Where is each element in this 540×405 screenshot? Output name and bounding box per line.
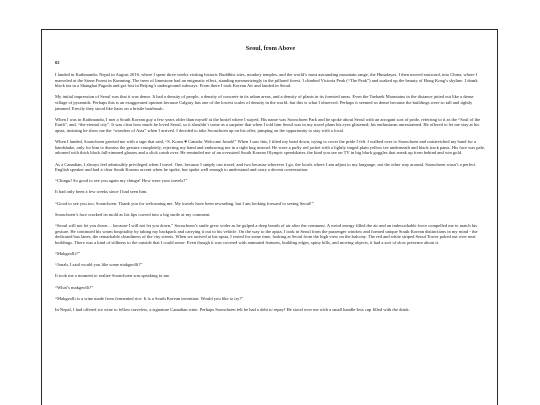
paragraph: It had only been a few weeks since I had seen him.: [55, 189, 148, 195]
paragraph: I landed in Kathmandu, Nepal in August 2016, where I spent three weeks visiting historic Buddhist sites, monkey temples, and the world’s most astounding mountain range, the Himalayas. I then moved eastward, into China, where I marveled at the Stone Forest in Kunming. The trees of limestone had an enigmatic effect, standing mesmerizingly in the pillared forest. I climbed Victoria Peak (“The Peak”) and soaked up the beauty of Hong Kong’s skyline. I drank black tea in a Shanghai Pagoda and got lost in Beijing’s underground subways. From there I took Korean Air and landed in Seoul.: [55, 72, 478, 89]
paragraph: In Nepal, I had offered ice wine to fellow travelers, a signature Canadian wine. Perhaps Soonchoen felt he had a debt to repay! He stood over me with a small handle-less cup filled with the drink.: [55, 306, 410, 312]
paragraph: “Makgeolli is a wine made from fermented rice. It is a South Korean invention. Would you like to try?”: [55, 295, 244, 301]
paragraph: “Good to see you too, Soonchoen. Thank you for welcoming me. My travels have been rewarding, but I am looking forward to seeing Seoul!”: [55, 200, 314, 206]
document-title: Seoul, from Above: [245, 45, 296, 52]
paragraph: “What’s makgeolli?”: [55, 284, 94, 290]
paragraph: Soonchoen’s face cracked its mold as his lips curved into a big smile at my comment.: [55, 211, 211, 217]
chapter-number: 02: [55, 60, 60, 65]
paragraph: When I landed, Soonchoen greeted me with a sign that said, “S. Korea ♥ Canada: Welcome Jonah!” When I saw this, I tilted my head down, trying to cover the pride I felt. I walked over to Soonchoen and outstretched my hand for a handshake, only for him to dismiss the gesture completely, rejecting my hand and embracing me in a tight bug instead. He wore a puffy red jacket with a lightly tinged plain yellow tee underneath and black track pants. His face was pale, adorned with thick black full-rimmed glasses and a slick comb over. He reminded me of an oversized South Korean Olympic speedskater, the kind you see on TV in big black goggles that sneak up from behind and win gold.: [55, 139, 485, 156]
paragraph: “Chingu! So good to see you again my chingu! How were your travels?”: [55, 178, 188, 184]
document-page: [41, 29, 498, 405]
paragraph: “Jonah, I said would you like some makgeolli?”: [55, 262, 143, 268]
paragraph: It took me a moment to realize Soonchoen was speaking to me.: [55, 273, 171, 279]
paragraph: “Makgeolli?”: [55, 251, 80, 256]
document-content: [55, 45, 486, 318]
paragraph: My initial impression of Seoul was that it was dense. It had a density of people, a density of concrete in its urban areas, and a density of plants in its forested areas. Even the Taebaek Mountains in the distance jutted out like a dense village of pyramids. Perhaps this is an exaggerated opinion because Calgary has one of the lowest scales of density in the world, but this is what I observed. Perhaps it seemed so dense because the buildings were so tall and tightly jammed. Erectly they stood like hairs on a bristle hairbrush.: [55, 94, 474, 111]
paragraph: As a Canadian, I always feel admissibly privileged when I travel. One, because I simply can travel, and two because wherever I go, the locals where I am adjust to my language, not the other way around. Soonchoen wasn’t a perfect English speaker and had a clear South Korean accent when he spoke, but spoke well enough to understand and carry a decent conversation.: [55, 161, 476, 173]
paragraph: “Seoul will not let you down… because I will not let you down.” Soonchoen’s smile grew wider as he gulped a deep breath of air after the comment. A weird energy filled the air and an indescribable force compelled me to match his gesture. He continued his warm hospitality by taking my backpack and carrying it out to his vehicle. On the way to the apsta, I took in Seoul from the passenger window and formed unique South Korean distinctions in my mind - the dedicated bus lanes, the remarkable cleanliness of the city streets. When we arrived at his apsta, I rested for some time, looking at Seoul from the high view on the balcony. The red and white striped Seoul Tower poked out over neat buildings. There was a kind of stillness to the outside that I could sense. Even though it was covered with animated features, building edges, spiny hills, and moving objects, it had a sort of slow presence about it.: [55, 223, 478, 245]
paragraph: When I was in Kathmandu, I met a South Korean guy a few years older than myself at the hostel where I stayed. His name was Soonchoen Park and he spoke about Seoul with an arrogant sort of pride, referring to it as the “Soul of the Earth”, and, “the eternal city”. It was clear how much he loved Seoul, so it shouldn’t come as a surprise that when I told him Seoul was in my travel plans his eyes glistened; his enthusiasm unrestrained. He offered to let me stay at his apsta, insisting he show me the “wonders of Asia” when I arrived. I decided to take Soonchoen up on his offer, jumping on the opportunity to stay with a local.: [55, 116, 481, 133]
